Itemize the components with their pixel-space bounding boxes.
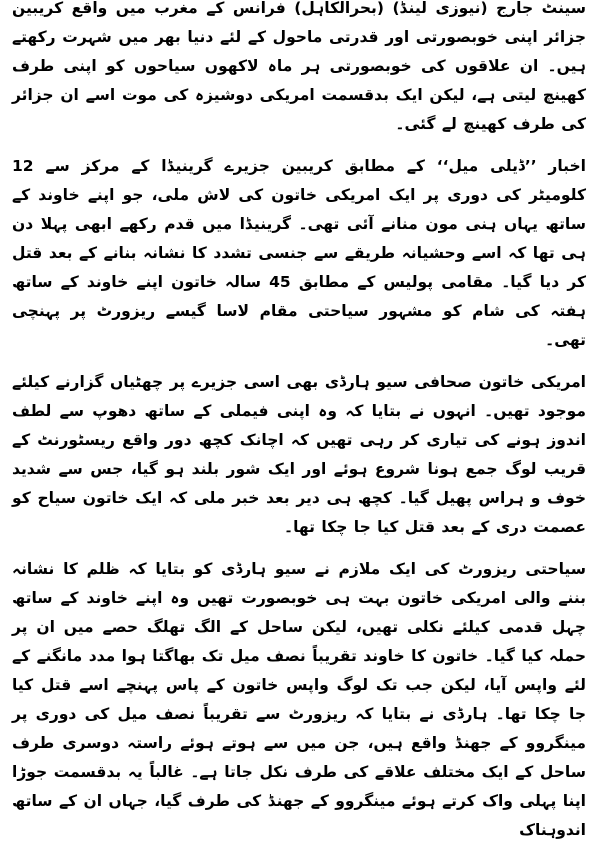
article-paragraph: سیاحتی ریزورٹ کی ایک ملازم نے سیو ہارڈی کو بتایا کہ ظلم کا نشانہ بننے والی امریکی خاتون بہت ہی خوبصورت تھیں وہ اپنے خاوند کے ساتھ چہل قدمی کیلئے نکلی تھیں، لیکن ساحل کے الگ تھلگ حصے میں ان پر حملہ کیا گیا۔ خاتون کا خاوند تقریباً نصف میل تک بھاگتا ہوا مدد مانگنے کے لئے واپس آیا، لیکن جب تک لوگ واپس خاتون کے پاس پہنچے اسے قتل کیا جا چکا تھا۔ ہارڈی نے بتایا کہ ریزورٹ سے تقریباً نصف میل کی دوری پر مینگروو کے جھنڈ واقع ہیں، جن میں سے ہوتے ہوئے راستہ دوسری طرف ساحل کے ایک مختلف علاقے کی طرف نکل جاتا ہے۔ غالباً یہ بدقسمت جوڑا اپنا پہلی واک کرتے ہوئے مینگروو کے جھنڈ کی طرف گیا، جہاں ان کے ساتھ اندوہناک xyxy=(12,560,586,839)
article-paragraph: امریکی خاتون صحافی سیو ہارڈی بھی اسی جزیرے پر چھٹیاں گزارنے کیلئے موجود تھیں۔ انہوں نے بتایا کہ وہ اپنی فیملی کے ساتھ دھوپ سے لطف اندوز ہونے کی تیاری کر رہی تھیں کہ اچانک کچھ دور واقع ریسٹورنٹ کے قریب لوگ جمع ہونا شروع ہوئے اور ایک شور بلند ہو گیا، جس سے شدید خوف و ہراس پھیل گیا۔ کچھ ہی دیر بعد خبر ملی کہ ایک خاتون سیاح کو عصمت دری کے بعد قتل کیا جا چکا تھا۔ xyxy=(12,373,586,536)
article-paragraph: اخبار ’’ڈیلی میل‘‘ کے مطابق کریبین جزیرے گرینیڈا کے مرکز سے 12 کلومیٹر کی دوری پر ایک امریکی خاتون کی لاش ملی، جو اپنے خاوند کے ساتھ یہاں ہنی مون منانے آئی تھی۔ گرینیڈا میں قدم رکھے ابھی پہلا دن ہی تھا کہ اسے وحشیانہ طریقے سے جنسی تشدد کا نشانہ بنانے کے بعد قتل کر دیا گیا۔ مقامی پولیس کے مطابق 45 سالہ خاتون اپنے خاوند کے ساتھ ہفتہ کی شام کو مشہور سیاحتی مقام لاسا گیسے ریزورٹ پر پہنچی تھی۔ xyxy=(12,157,586,349)
article-paragraph: سینٹ جارج (نیوزی لینڈ) (بحرالکاہل) فرانس کے مغرب میں واقع کریبین جزائر اپنی خوبصورتی اور قدرتی ماحول کے لئے دنیا بھر میں شہرت رکھتے ہیں۔ ان علاقوں کی خوبصورتی ہر ماہ لاکھوں سیاحوں کو اپنی طرف کھینچ لیتی ہے، لیکن ایک بدقسمت امریکی دوشیزہ کی موت اسے ان جزائر کی طرف کھینچ لے گئی۔ xyxy=(12,0,586,133)
